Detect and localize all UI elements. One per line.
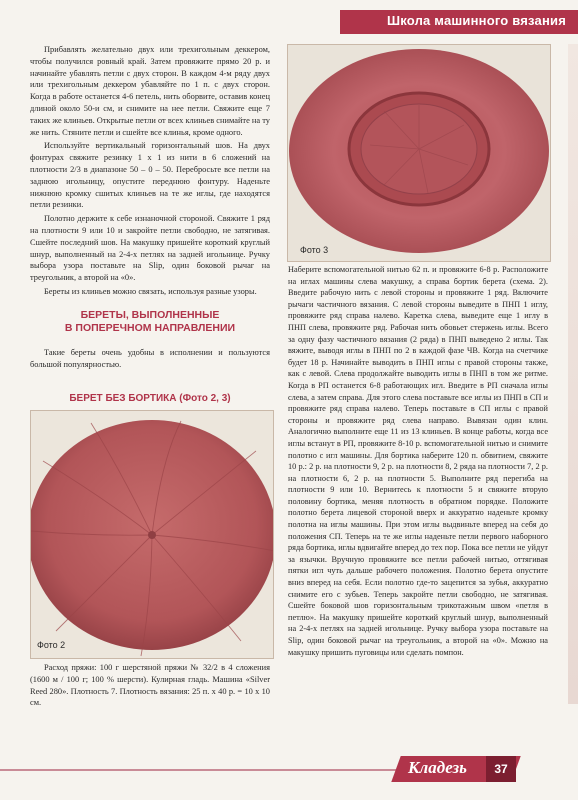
paragraph: Береты из клиньев можно связать, используя разные узоры. xyxy=(44,286,257,296)
paragraph: Расход пряжи: 100 г шерстяной пряжи № 32/2 в 4 сложения (1600 м / 100 г; 100 % шерсти). Кулирная гладь. Машина «Silver Reed 280». Плотность 7. Плотность вязания: 25 п. х 40 р. = 10 х 10 см. xyxy=(30,663,270,708)
right-margin-strip xyxy=(568,44,578,704)
section-title-line: БЕРЕТЫ, ВЫПОЛНЕННЫЕ xyxy=(80,309,220,321)
left-column-section-intro xyxy=(30,347,270,371)
left-column-intro xyxy=(30,44,270,298)
paragraph: Полотно держите к себе изнаночной стороной. Свяжите 1 ряд на плотности 9 или 10 и закройте петли свободно, не затягивая. Сшейте последний шов. На макушку пришейте короткий круглый шнур, выполненный на 2-4-х петлях на задней игольнице. Ручку выбора узора поставьте на Slip, один боковой рычаг на треугольник, а второй на «0». xyxy=(30,214,270,283)
beret-illustration xyxy=(31,411,273,658)
beret-illustration xyxy=(288,45,550,261)
photo-beret-top-view xyxy=(30,410,274,659)
subsection-title: БЕРЕТ БЕЗ БОРТИКА (Фото 2, 3) xyxy=(69,393,231,404)
page-number: 37 xyxy=(486,756,516,782)
paragraph: Наберите вспомогательной нитью 62 п. и провяжите 6-8 р. Расположите на иглах машины слева макушку, а справа бортик берета (схема. 2). Введите рабочую нить с левой стороны и провяжите 1 ряд. Включите рычаги частичного вязания. С левой стороны выведите в ПНП 1 иглу, провяжите ряд справа налево. Каретка слева, выведите еще 1 иглу в ПНП слева, провяжите ряд. Рабочая нить обовьет стержень иглы. Всего за одну фазу частичного вязания (2 ряда) в ПНП выведено 2 иглы. Так вяжите, выводя иглы в ПНП по 2 в каждой фазе ЧВ. Когда на счетчике будет 18 р. Начинайте выводить в ПНП иглы с правой стороны также, как с левой. Слева продолжайте выводить иглы в ПНП в том же ритме. Когда в РП останется 6-8 работающих игл. Введите в РП сначала иглы слева, а затем справа. Для этого слева поставьте все иглы из ПНП в СП и провяжите ряд справа налево. Теперь поставьте в СП иглы с правой стороны и провяжите ряд слева направо. Вывязан один клин. Аналогично выполните еще 11 из 13 клиньев. В конце работы, когда все иглы встанут в РП, провяжите 8-10 р. вспомогательной нитью и снимите полотно с игл машины. Для бортика наберите 120 п. обвитием, свяжите 10 р.: 2 р. на плотности 9, 2 р. на плотности 8, 2 ряда на плотности 7, 2 р. на плотности 6, 2 р. на плотности 5. Выполните ряд перегиба на плотности 9 или 10. Вернитесь к плотности 5 и свяжите вторую половину бортика, меняя плотность в обратном порядке. Положите полотно берета лицевой стороной вверх и аккуратно наденьте кромку полотна на иглы машины. При этом иглы выдвиньте вперед на себя до положения СП. Теперь на те же иглы наденьте петли первого наборного ряда бортика, иглы вдвигайте вперед до тех пор. Пока все петли не уйдут за язычки. Вручную провяжите все петли рабочей нитью, оттягивая пятки игл чуть дальше рабочего положения. Полотно берета опустите вниз вперед на себя. Если полотно где-то зацепится за зубья, аккуратно снимите его с зубьев. Теперь закройте петли свободно, не затягивая. Сшейте боковой шов горизонтальным трикотажным швом «петля в петлю». На макушку пришейте короткий круглый шнур, выполненный на 2-4-х петлях на задней игольнице. Ручку выбора узора поставьте на Slip, один боковой рычаг на треугольник, а второй на «0». Можно на макушку пришить пуговицы или сделать помпон. xyxy=(288,265,548,657)
section-title-line: В ПОПЕРЕЧНОМ НАПРАВЛЕНИИ xyxy=(64,322,236,334)
photo-caption: Фото 2 xyxy=(37,640,66,650)
photo-beret-inside-view xyxy=(287,44,551,262)
section-header-title: Школа машинного вязания xyxy=(386,13,566,28)
section-title xyxy=(30,309,270,335)
right-column-instructions xyxy=(288,264,548,658)
materials-paragraph xyxy=(30,662,270,709)
photo-caption: Фото 3 xyxy=(300,245,329,255)
paragraph: Прибавлять желательно двух или трехигольным деккером, чтобы получился ровный край. Затем провяжите прямо 20 р. и начинайте убавлять петли с двух сторон. В каждом 4-м ряду двух или трехигольным деккером убавляйте по 1 п. с двух сторон. Когда в работе останется 4-6 петель, нить оборвите, оставив конец длиной около 50-и см, и снимите на нее петли. Свяжите еще 7 таких же клиньев. Открытые петли от всех клиньев снимайте на ту же нить. Стяните петли и сшейте все клинья, кроме одного. xyxy=(30,45,270,137)
footer-logo: Кладезь xyxy=(408,758,467,777)
paragraph: Используйте вертикальный горизонтальный шов. На двух фонтурах свяжите резинку 1 х 1 из нити в 6 сложений на плотности 2/3 в диапазоне 50 – 0 – 50. Перебросьте все петли на заднюю игольницу, опустите переднюю фонтуру. Наденьте нижнюю кромку сшитых клиньев на те же иглы, где находятся петли резинки. xyxy=(30,141,270,210)
paragraph: Такие береты очень удобны в исполнении и пользуются большой популярностью. xyxy=(30,348,270,369)
footer-rule xyxy=(0,769,396,771)
